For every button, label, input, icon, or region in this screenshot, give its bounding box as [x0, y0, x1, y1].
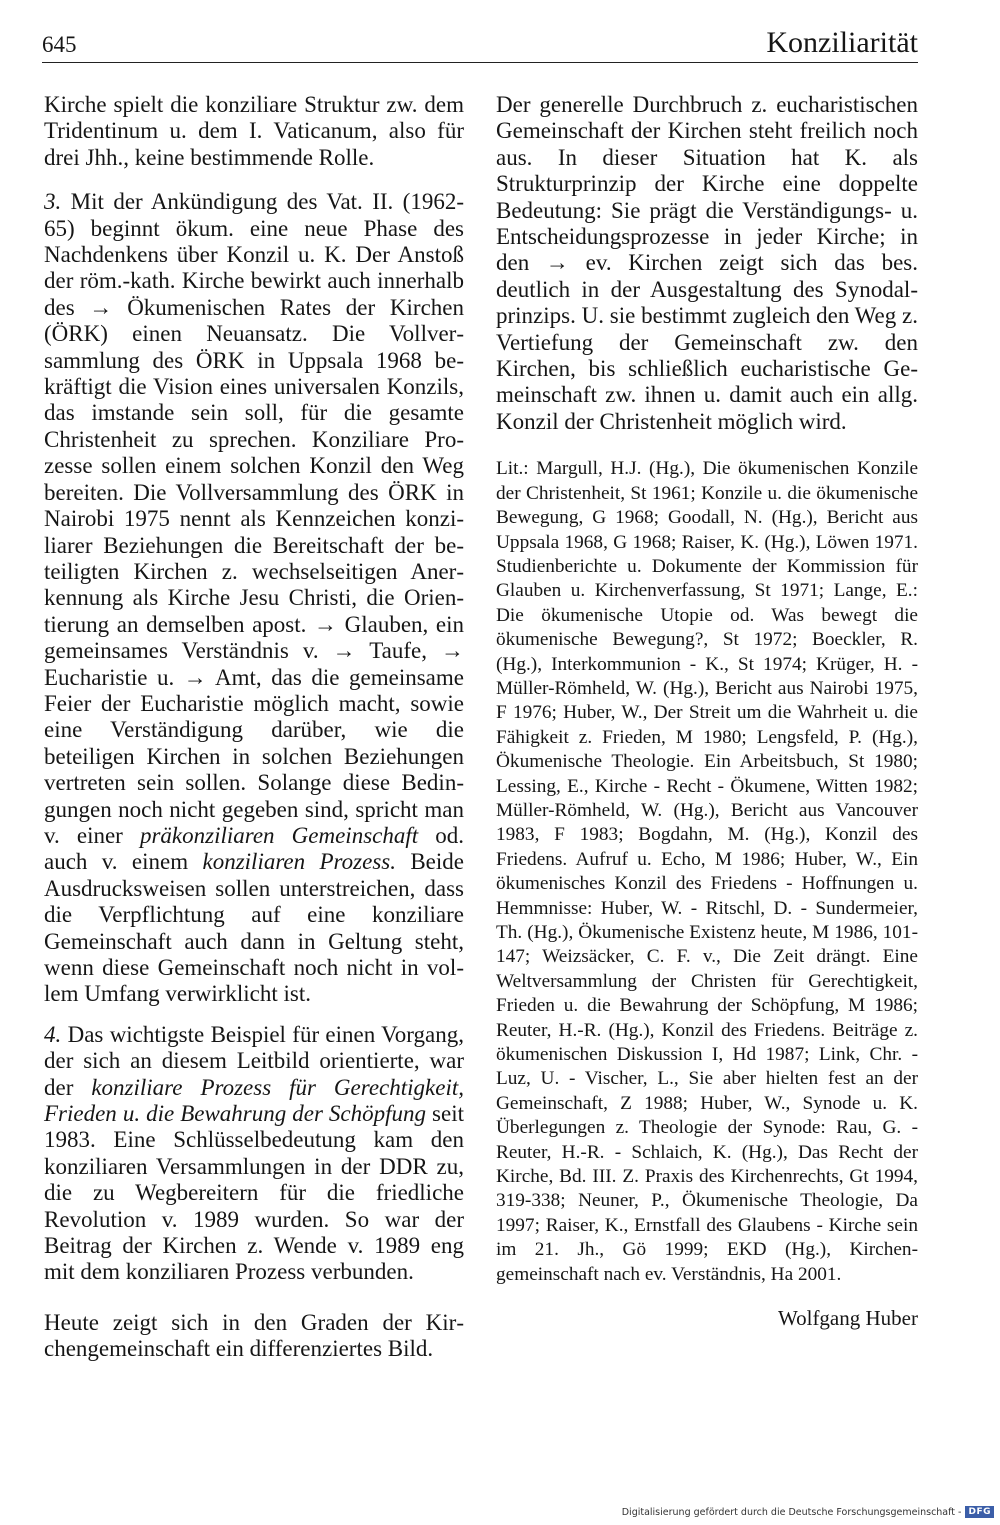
paragraph-text: seit 1983. Eine Schlüsselbedeutung kam den konziliaren Versammlungen in der DDR zu, die zu Wegbereitern für die friedliche Revolution v. 1989 wurden. So war der Beitrag der Kirchen z. Wende v. 1989 eng mit dem konziliaren Prozess verbunden.: [44, 1101, 464, 1285]
section-number: 3.: [44, 189, 62, 215]
dfg-logo: DFG: [965, 1506, 994, 1518]
paragraph-text: Mit der Ankündigung des Vat. II. (1962-65) beginnt ökum. eine neue Phase des Nachdenkens über Konzil u. K. Der Anstoß der röm.-kath. Kirche bewirkt auch innerhalb des → Ökumenischen Rates der Kirchen (ÖRK) einen Neuansatz. Die Vollversammlung des ÖRK in Uppsala 1968 bekräftigt die Vision eines universalen Konzils, das imstande sein soll, für die gesamte Christenheit zu sprechen. Konziliare Prozesse sollen einem solchen Konzil den Weg bereiten. Die Vollversammlung des ÖRK in Nairobi 1975 nennt als Kennzeichen konziliarer Beziehungen die Bereitschaft der beteiligten Kirchen z. wechselseitigen Anerkennung als Kirche Jesu Christi, die Orientierung an demselben apost. → Glauben, ein gemeinsames Verständnis v. → Taufe, → Eucharistie u. → Amt, das die gemeinsame Feier der Eucharistie möglich macht, sowie eine Verständigung darüber, wie die beteiligen Kirchen in solchen Beziehungen vertreten sein sollen. Solange diese Bedingungen noch nicht gegeben sind, spricht man v. einer: [44, 189, 465, 848]
author-name: [496, 1305, 918, 1331]
right-column: [496, 92, 918, 1332]
paragraph-text: Beide Ausdrucksweisen sollen unterstreichen, dass die Verpflichtung auf eine konziliare Gemeinschaft auch dann in Geltung steht, wenn diese Gemeinschaft noch nicht in vollem Umfang verwirklicht ist.: [44, 849, 464, 1007]
paragraph-text: Der generelle Durchbruch z. eucharistischen Gemeinschaft der Kirchen steht freilich noch aus. In dieser Situation hat K. als Strukturprinzip der Kirche eine doppelte Bedeutung: Sie prägt die Verständigungs- u. Entscheidungsprozesse in jeder Kirche; in den → ev. Kirchen zeigt sich das bes. deutlich in der Ausgestaltung des Synodalprinzips. U. sie bestimmt zugleich den Weg z. Vertiefung der Gemeinschaft zw. den Kirchen, bis schließlich eucharistische Gemeinschaft zw. ihnen u. damit auch ein allg. Konzil der Christenheit möglich wird.: [496, 92, 918, 434]
paragraph-text: Heute zeigt sich in den Graden der Kirchengemeinschaft ein differenziertes Bild.: [44, 1309, 464, 1362]
left-column: [44, 92, 464, 1363]
italic-term: konziliare Prozess für Gerechtigkeit, Frieden u. die Bewahrung der Schöpfung: [44, 1074, 464, 1127]
author-text: Wolfgang Huber: [777, 1306, 918, 1331]
paragraph: [496, 92, 918, 435]
literature-list: [496, 457, 918, 1287]
literature-text: Lit.: Margull, H.J. (Hg.), Die ökumenischen Konzile der Christenheit, St 1961; Konzile u. die ökumenische Bewegung, G 1968; Goodall, N. (Hg.), Bericht aus Uppsala 1968, G 1968; Raiser, K. (Hg.), Löwen 1971. Studienberichte u. Dokumente der Kommission für Glauben u. Kirchenverfassung, St 1971; Lange, E.: Die ökumenische Utopie od. Was bewegt die ökumenische Bewegung?, St 1972; Boeckler, R. (Hg.), Interkommunion - K., St 1974; Krüger, H. - Müller-Römheld, W. (Hg.), Bericht aus Nairobi 1975, F 1976; Huber, W., Der Streit um die Wahrheit u. die Fähigkeit z. Frieden, M 1980; Lengsfeld, P. (Hg.), Ökumenische Theologie. Ein Arbeitsbuch, St 1980; Lessing, E., Kirche - Recht - Ökumene, Witten 1982; Müller-Römheld, W. (Hg.), Bericht aus Vancouver 1983, F 1983; Bogdahn, M. (Hg.), Konzil des Friedens. Aufruf u. Echo, M 1986; Huber, W., Ein ökumenisches Konzil des Friedens - Hoffnungen u. Hemmnisse: Huber, W. - Ritschl, D. - Sundermeier, Th. (Hg.), Ökumenische Existenz heute, M 1986, 101-147; Weizsäcker, C. F. v., Die Zeit drängt. Eine Weltversammlung der Christen für Gerechtigkeit, Frieden u. die Bewahrung der Schöpfung, M 1986; Reuter, H.-R. (Hg.), Konzil des Friedens. Beiträge z. ökumenischen Diskussion I, Hd 1987; Link, Chr. - Luz, U. - Vischer, L., Sie aber hielten fest an der Gemeinschaft, Z 1988; Huber, W., Synode u. K. Überlegungen z. Theologie der Synode: Rau, G. - Reuter, H.-R. - Schlaich, K. (Hg.), Das Recht der Kirche, Bd. III. Z. Praxis des Kirchenrechts, Gt 1994, 319-338; Neuner, P., Ökumenische Theologie, Da 1997; Raiser, K., Ernstfall des Glaubens - Kirche sein im 21. Jh., Gö 1999; EKD (Hg.), Kirchengemeinschaft nach ev. Verständnis, Ha 2001.: [496, 458, 918, 1285]
paragraph: [44, 92, 464, 171]
paragraph-text: Das wichtigste Beispiel für einen Vorgang, der sich an diesem Leitbild orientierte, war der: [44, 1021, 465, 1100]
page-header: [42, 26, 918, 63]
running-head: Konziliarität: [766, 26, 918, 59]
paragraph-section-3: [44, 189, 464, 1008]
paragraph-section-4: [44, 1022, 464, 1286]
paragraph-text: od. auch v. einem: [44, 822, 465, 875]
section-number: 4.: [44, 1021, 62, 1047]
paragraph-text: Kirche spielt die konziliare Struktur zw. dem Tridentinum u. dem I. Vaticanum, also für drei Jhh., keine bestimmende Rolle.: [44, 92, 464, 170]
paragraph: [44, 1310, 464, 1363]
italic-term: konziliaren Prozess.: [202, 849, 396, 875]
digitization-footer: [622, 1503, 994, 1521]
italic-term: präkonziliaren Gemeinschaft: [139, 822, 419, 848]
page-number: 645: [42, 32, 77, 57]
footer-text: Digitalisierung gefördert durch die Deutsche Forschungsgemeinschaft -: [621, 1506, 962, 1518]
